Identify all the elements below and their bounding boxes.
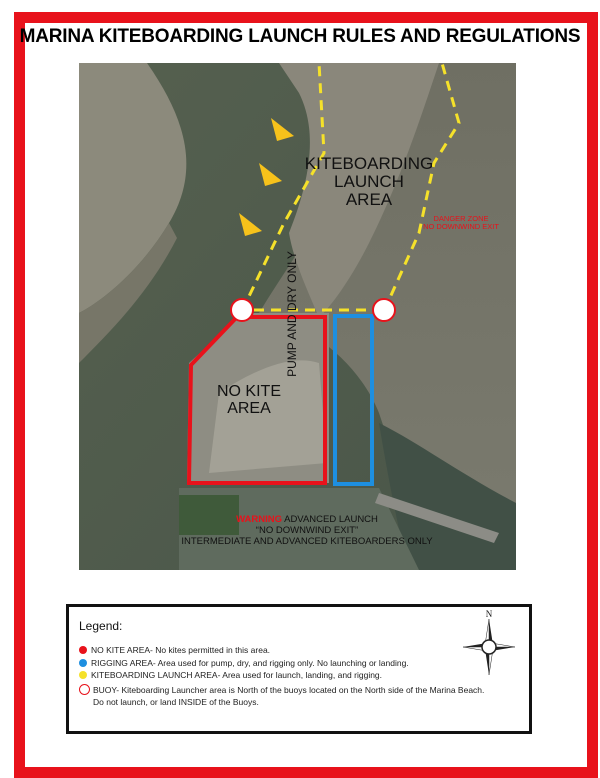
launch-label-line: LAUNCH (334, 171, 404, 191)
legend-item-rigging (79, 658, 409, 669)
warning-notice (167, 515, 447, 548)
legend-item-text: RIGGING AREA- Area used for pump, dry, and rigging only. No launching or landing. (91, 658, 409, 668)
blue-dot-icon (79, 659, 87, 667)
legend-item-launch (79, 670, 382, 681)
warning-rest: ADVANCED LAUNCH (282, 514, 378, 525)
page-title: MARINA KITEBOARDING LAUNCH RULES AND REGULATIONS (19, 26, 581, 47)
launch-label-line: KITEBOARDING (304, 154, 434, 173)
yellow-dot-icon (79, 671, 87, 679)
warning-word: WARNING (236, 514, 282, 525)
compass-rose-icon (451, 607, 527, 683)
launch-label-line: AREA (345, 189, 393, 209)
no-kite-label (199, 384, 299, 418)
legend-item-text: NO KITE AREA- No kites permitted in this area. (91, 645, 271, 655)
warning-line-3: INTERMEDIATE AND ADVANCED KITEBOARDERS ONLY (181, 535, 433, 547)
legend-box (66, 604, 532, 734)
aerial-map (79, 63, 516, 570)
compass-north-label: N (485, 609, 493, 619)
launch-area-label (289, 155, 449, 209)
pump-dry-label: PUMP AND DRY ONLY (285, 251, 299, 377)
warning-line-2: “NO DOWNWIND EXIT” (255, 524, 359, 536)
buoy-icon (79, 684, 90, 695)
legend-title: Legend: (79, 619, 123, 633)
danger-zone-label (411, 215, 511, 231)
legend-item-text: BUOY- Kiteboarding Launcher area is North of the buoys located on the North side of the Marina Beach. (93, 685, 485, 695)
buoy-west (231, 299, 253, 321)
danger-line: NO DOWNWIND EXIT (423, 221, 499, 231)
legend-item-no-kite (79, 645, 270, 656)
danger-line: DANGER ZONE (433, 214, 489, 223)
red-dot-icon (79, 646, 87, 654)
buoy-east (373, 299, 395, 321)
no-kite-label-line: NO KITE (216, 383, 281, 400)
legend-item-text: KITEBOARDING LAUNCH AREA- Area used for launch, landing, and rigging. (91, 670, 383, 680)
legend-item-buoy (79, 684, 484, 696)
legend-buoy-note: Do not launch, or land INSIDE of the Buoys. (93, 697, 259, 707)
no-kite-label-line: AREA (227, 399, 271, 417)
